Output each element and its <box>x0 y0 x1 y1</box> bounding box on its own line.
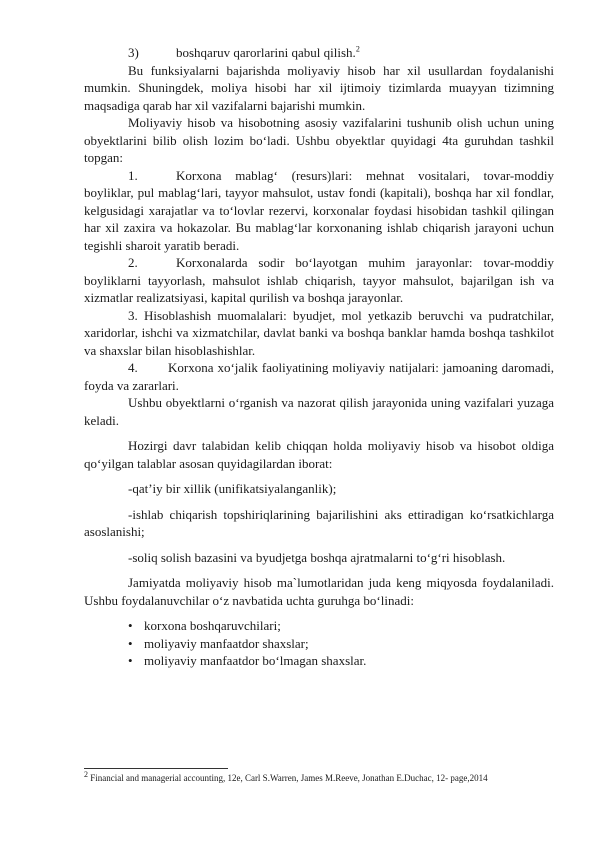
bullet-item <box>128 635 554 653</box>
footnote-text: Financial and managerial accounting, 12e, Carl S.Warren, James M.Reeve, Jonathan E.Duchac, 12- page,2014 <box>90 773 488 783</box>
bullet-icon: • <box>128 618 133 633</box>
requirement-item: -qat’iy bir xillik (unifikatsiyalanganlik); <box>128 481 337 496</box>
bullet-item <box>128 617 554 635</box>
document-page <box>84 44 554 670</box>
paragraph: Bu funksiyalarni bajarishda moliyaviy hisob har xil usullardan foydalanishi mumkin. Shuningdek, moliya hisobi har xil ijtimoiy tizimlarda muayyan tizimning maqsadiga qarab har xil vazifalarni bajarishi mumkin. <box>84 62 554 113</box>
footnote-divider <box>84 768 228 769</box>
paragraph: Hozirgi davr talabidan kelib chiqqan holda moliyaviy hisob va hisobot oldiga qo‘yilgan talablar asosan quyidagilardan iborat: <box>84 438 554 471</box>
list-item-3 <box>84 44 554 62</box>
requirement-item: -soliq solish bazasini va byudjetga boshqa ajratmalarni to‘g‘ri hisoblash. <box>128 549 506 565</box>
bullet-icon: • <box>128 653 133 668</box>
bullet-icon: • <box>128 635 133 651</box>
paragraph: Jamiyatda moliyaviy hisob ma`lumotlaridan juda keng miqyosda foydalaniladi. Ushbu foydalanuvchilar o‘z navbatida uchta guruhga bo‘linadi: <box>84 575 554 608</box>
footnote-mark: 2 <box>84 770 88 779</box>
requirement-item: -ishlab chiqarish topshiriqlarining bajarilishini aks ettiradigan ko‘rsatkichlarga asoslanishi; <box>84 506 554 539</box>
object-item-number: 4. <box>128 360 138 375</box>
object-item-1 <box>84 167 554 255</box>
object-item-3: 3. Hisoblashish muomalalari: byudjet, mol yetkazib beruvchi va pudratchilar, xaridorlar, ishchi va xizmatchilar, davlat banki va boshqa banklar hamda boshqa tashkilot va shaxslar bilan hisoblashishlar. <box>84 307 554 358</box>
bullet-list <box>84 617 554 670</box>
object-item-text: Korxona mablag‘ (resurs)lari: mehnat vositalari, tovar-moddiy boyliklar, pul mablag‘lari, tayyor mahsulot, ustav fondi (kapitali), boshqa har xil fondlar, kelgusidagi xarajatlar va to‘lovlar rezervi, korxonalar foydasi hisobidan tashkil qilingan har xil zaxira va hokazolar. Bu mablag‘lar korxonaning ishlab chiqarish jarayoni uchun tegishli sharoit yaratib beradi. <box>84 167 554 253</box>
footnote <box>84 772 564 784</box>
bullet-item <box>128 652 554 670</box>
object-item-2 <box>84 254 554 307</box>
bullet-text: moliyaviy manfaatdor shaxslar; <box>144 635 309 651</box>
object-item-text: Korxona xo‘jalik faoliyatining moliyaviy natijalari: jamoaning daromadi, foyda va zararlari. <box>84 360 554 393</box>
object-item-number: 2. <box>128 255 138 270</box>
list-item-number: 3) <box>128 45 139 60</box>
list-item-text: boshqaruv qarorlarini qabul qilish. <box>176 45 356 60</box>
object-item-4 <box>84 359 554 394</box>
paragraph: Moliyaviy hisob va hisobotning asosiy vazifalarini tushunib olish uchun uning obyektlarini bilib olish lozim bo‘ladi. Ushbu obyektlar quyidagi 4ta guruhdan tashkil topgan: <box>84 115 554 165</box>
bullet-text: korxona boshqaruvchilari; <box>144 618 281 633</box>
footnote-ref[interactable]: 2 <box>355 44 360 54</box>
object-item-text: Korxonalarda sodir bo‘layotgan muhim jarayonlar: tovar-moddiy boyliklarni tayyorlash, mahsulot ishlab chiqarish, tayyor mahsulot, bajarilgan ish va xizmatlar realizatsiyasi, kapital qurilish va boshqa jarayonlar. <box>84 255 554 305</box>
bullet-text: moliyaviy manfaatdor bo‘lmagan shaxslar. <box>144 653 367 668</box>
paragraph: Ushbu obyektlarni o‘rganish va nazorat qilish jarayonida uning vazifalari yuzaga keladi. <box>84 395 554 428</box>
object-item-number: 1. <box>128 167 138 183</box>
